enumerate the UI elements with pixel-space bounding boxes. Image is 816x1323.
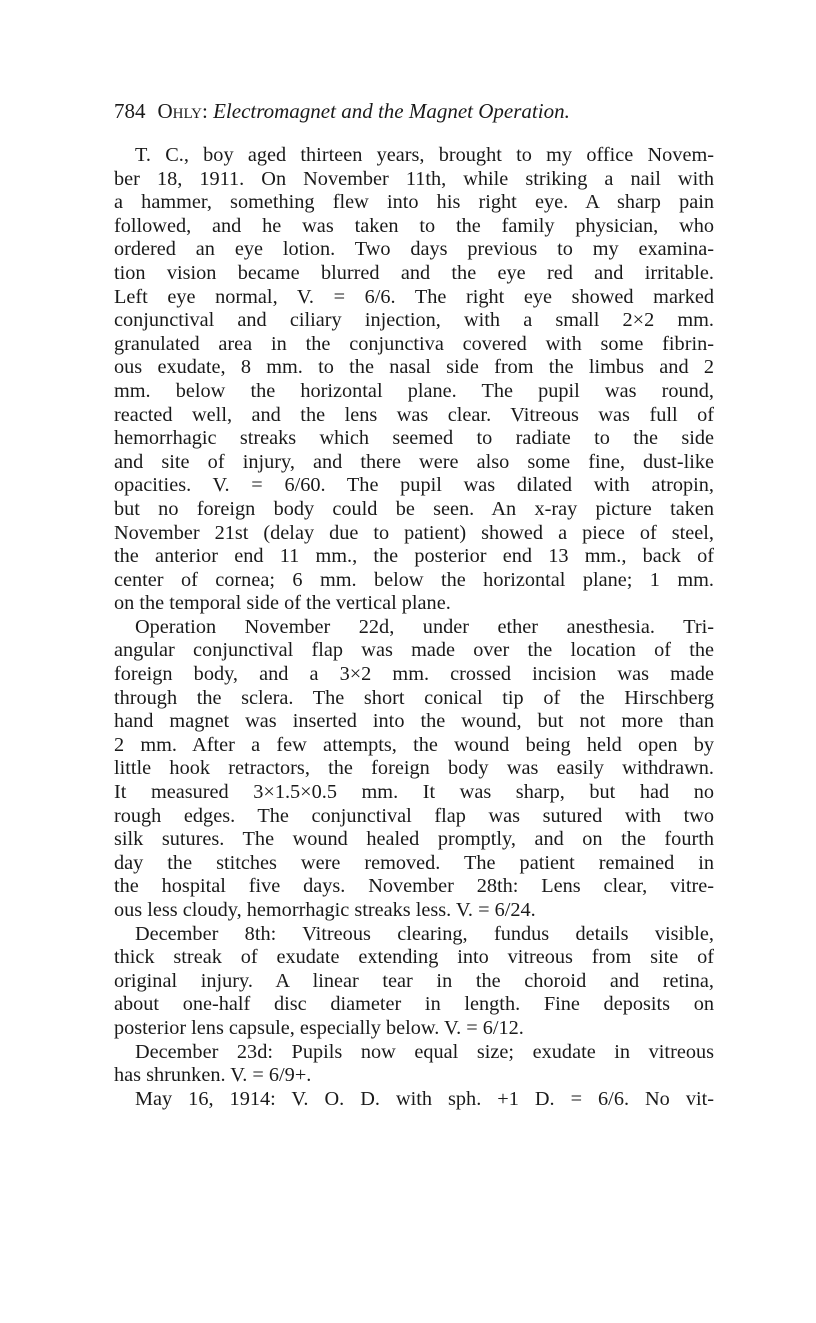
text-line: the anterior end 11 mm., the posterior end 13 mm., back of	[114, 545, 714, 568]
running-head-author: Ohly	[157, 99, 202, 123]
text-line: December 8th: Vitreous clearing, fundus details visible,	[135, 922, 714, 945]
text-line: December 23d: Pupils now equal size; exudate in vitreous	[135, 1040, 714, 1063]
text-line: hand magnet was inserted into the wound, but not more than	[114, 710, 714, 733]
text-line: angular conjunctival flap was made over the location of the	[114, 639, 714, 662]
text-line: but no foreign body could be seen. An x-ray picture taken	[114, 497, 714, 520]
text-line: mm. below the horizontal plane. The pupil was round,	[114, 379, 714, 402]
article-body	[114, 144, 714, 1111]
text-line: hemorrhagic streaks which seemed to radiate to the side	[114, 427, 714, 450]
paragraph	[114, 1088, 714, 1112]
running-head-title: Electromagnet and the Magnet Operation.	[213, 99, 570, 123]
text-line: 2 mm. After a few attempts, the wound being held open by	[114, 733, 714, 756]
running-head-separator: :	[202, 99, 208, 123]
text-line: little hook retractors, the foreign body was easily withdrawn.	[114, 757, 714, 780]
text-line: foreign body, and a 3×2 mm. crossed incision was made	[114, 663, 714, 686]
text-line: granulated area in the conjunctiva covered with some fibrin-	[114, 332, 714, 355]
text-line: Operation November 22d, under ether anesthesia. Tri-	[135, 615, 714, 638]
text-line: ous less cloudy, hemorrhagic streaks less. V. = 6/24.	[114, 899, 536, 921]
text-line: original injury. A linear tear in the choroid and retina,	[114, 969, 714, 992]
text-line: T. C., boy aged thirteen years, brought to my office Novem-	[135, 144, 714, 166]
text-line: It measured 3×1.5×0.5 mm. It was sharp, but had no	[114, 781, 714, 804]
text-line: May 16, 1914: V. O. D. with sph. +1 D. = 6/6. No vit-	[135, 1087, 714, 1110]
text-line: reacted well, and the lens was clear. Vitreous was full of	[114, 403, 714, 426]
text-line: a hammer, something flew into his right eye. A sharp pain	[114, 191, 714, 214]
text-line: day the stitches were removed. The patient remained in	[114, 851, 714, 874]
text-line: rough edges. The conjunctival flap was sutured with two	[114, 804, 714, 827]
text-line: followed, and he was taken to the family physician, who	[114, 214, 714, 237]
page	[114, 96, 714, 1111]
text-line: thick streak of exudate extending into vitreous from site of	[114, 946, 714, 969]
text-line: and site of injury, and there were also some fine, dust-like	[114, 450, 714, 473]
running-head	[114, 96, 714, 126]
text-line: ordered an eye lotion. Two days previous to my examina-	[114, 238, 714, 261]
paragraph	[114, 1041, 714, 1088]
text-line: November 21st (delay due to patient) showed a piece of steel,	[114, 521, 714, 544]
text-line: on the temporal side of the vertical plane.	[114, 592, 451, 615]
text-line: tion vision became blurred and the eye red and irritable.	[114, 261, 714, 284]
paragraph	[114, 144, 714, 616]
text-line: ous exudate, 8 mm. to the nasal side from the limbus and 2	[114, 356, 714, 379]
paragraph	[114, 616, 714, 923]
paragraph	[114, 923, 714, 1041]
text-line: through the sclera. The short conical tip of the Hirschberg	[114, 686, 714, 709]
text-line: ber 18, 1911. On November 11th, while striking a nail with	[114, 167, 714, 190]
text-line: about one-half disc diameter in length. Fine deposits on	[114, 993, 714, 1016]
page-number: 784	[114, 99, 146, 123]
text-line: the hospital five days. November 28th: Lens clear, vitre-	[114, 875, 714, 898]
text-line: silk sutures. The wound healed promptly, and on the fourth	[114, 828, 714, 851]
text-line: opacities. V. = 6/60. The pupil was dilated with atropin,	[114, 474, 714, 497]
text-line: center of cornea; 6 mm. below the horizontal plane; 1 mm.	[114, 568, 714, 591]
text-line: Left eye normal, V. = 6/6. The right eye showed marked	[114, 285, 714, 308]
text-line: posterior lens capsule, especially below. V. = 6/12.	[114, 1016, 524, 1039]
text-line: has shrunken. V. = 6/9+.	[114, 1064, 312, 1087]
text-line: conjunctival and ciliary injection, with a small 2×2 mm.	[114, 309, 714, 332]
